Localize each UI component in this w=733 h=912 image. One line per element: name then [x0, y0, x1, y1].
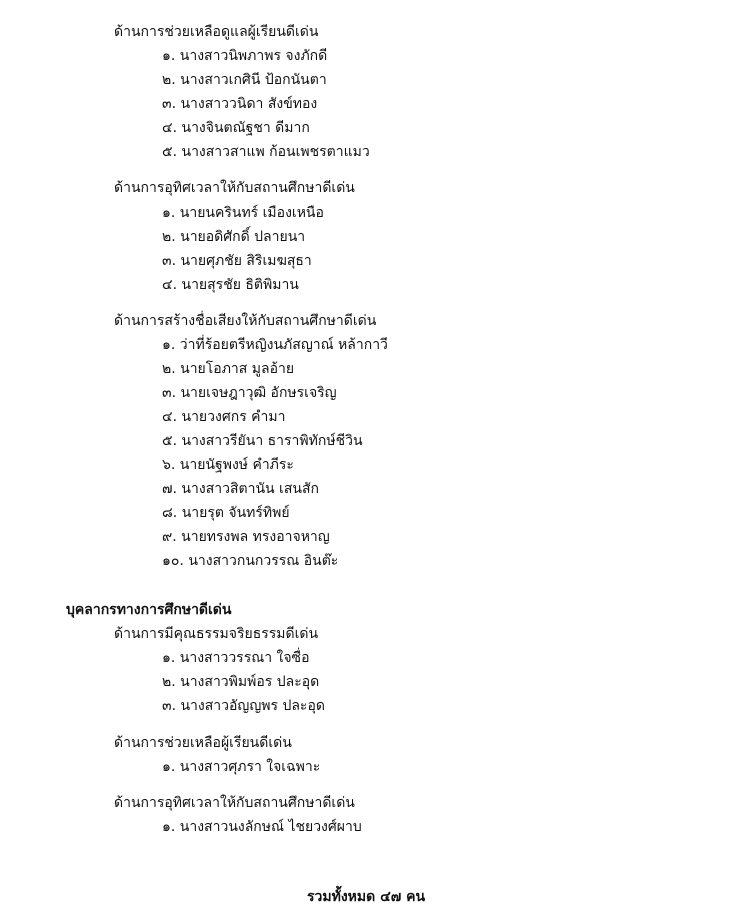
category-heading: ด้านการสร้างชื่อเสียงให้กับสถานศึกษาดีเด่น [114, 313, 377, 329]
category-heading: ด้านการอุทิศเวลาให้กับสถานศึกษาดีเด่น [114, 180, 355, 196]
category-heading: ด้านการอุทิศเวลาให้กับสถานศึกษาดีเด่น [114, 795, 355, 811]
list-item: ๔. นางจินตณัฐชา ดีมาก [162, 120, 310, 136]
list-item: ๙. นายทรงพล ทรงอาจหาญ [162, 529, 330, 545]
list-item: ๒. นางสาวเกศินี ป้อกนันตา [162, 72, 327, 88]
total-count: รวมทั้งหมด ๔๗ คน [307, 889, 426, 905]
list-item: ๕. นางสาวสาแพ ก้อนเพชรตาแมว [162, 144, 370, 160]
list-item: ๑. นางสาวศุภรา ใจเฉพาะ [162, 759, 321, 775]
list-item: ๔. นายสุรชัย ธิติพิมาน [162, 277, 299, 293]
list-item: ๖. นายนัฐพงษ์ คำภีระ [162, 457, 294, 473]
list-item: ๒. นายอดิศักดิ์ ปลายนา [162, 229, 306, 245]
section-heading: บุคลากรทางการศึกษาดีเด่น [66, 602, 232, 618]
list-item: ๗. นางสาวสิตานัน เสนสัก [162, 481, 319, 497]
list-item: ๘. นายรุต จันทร์ทิพย์ [162, 505, 290, 521]
list-item: ๒. นางสาวพิมพ์อร ปละอุด [162, 674, 320, 690]
list-item: ๑. ว่าที่ร้อยตรีหญิงนภัสญาณ์ หล้ากาวี [162, 337, 388, 353]
list-item: ๔. นายวงศกร คำมา [162, 409, 286, 425]
list-item: ๕. นางสาวรียันา ธาราพิทักษ์ชีวิน [162, 433, 363, 449]
list-item: ๓. นางสาวอัญญพร ปละอุด [162, 698, 325, 714]
list-item: ๑. นางสาววรรณา ใจซื่อ [162, 650, 310, 666]
list-item: ๓. นายศุภชัย สิริเมฆสุธา [162, 253, 312, 269]
list-item: ๓. นางสาววนิดา สังข์ทอง [162, 96, 318, 112]
list-item: ๑. นางสาวนงลักษณ์ ไชยวงศ์ผาบ [162, 819, 362, 835]
category-heading: ด้านการช่วยเหลือดูแลผู้เรียนดีเด่น [114, 24, 319, 40]
category-heading: ด้านการมีคุณธรรมจริยธรรมดีเด่น [114, 626, 319, 642]
list-item: ๒. นายโอภาส มูลอ้าย [162, 361, 295, 377]
list-item: ๑. นายนครินทร์ เมืองเหนือ [162, 205, 324, 221]
list-item: ๑. นางสาวนิพภาพร จงภักดี [162, 48, 328, 64]
category-heading: ด้านการช่วยเหลือผู้เรียนดีเด่น [114, 735, 292, 751]
list-item: ๑๐. นางสาวกนกวรรณ อินต๊ะ [162, 553, 339, 569]
list-item: ๓. นายเจษฎาวุฒิ อักษรเจริญ [162, 385, 337, 401]
